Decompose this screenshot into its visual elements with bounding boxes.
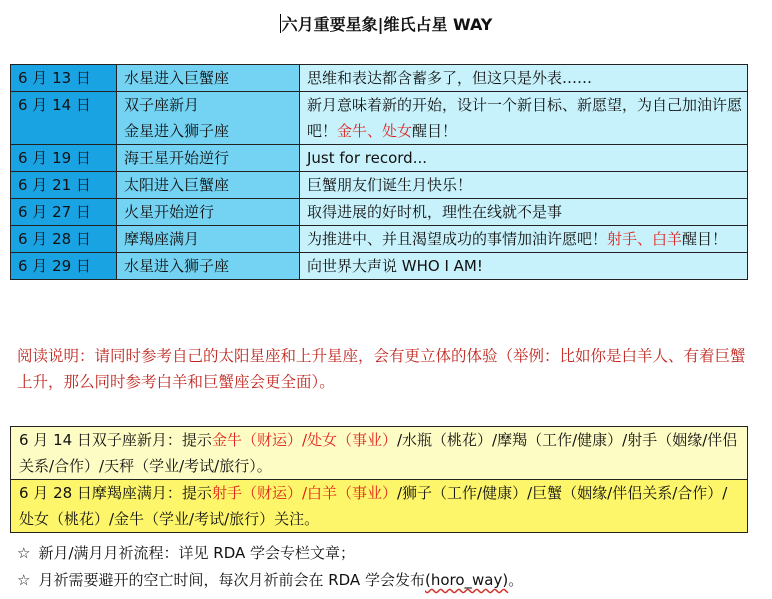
note-text: 取得进展的好时机，理性在线就不是事 bbox=[307, 203, 563, 221]
table-row bbox=[11, 65, 748, 92]
reading-instructions: 阅读说明：请同时参考自己的太阳星座和上升星座，会有更立体的体验（举例：比如你是白羊人、有着巨蟹上升，那么同时参考白羊和巨蟹座会更全面）。 bbox=[17, 347, 746, 391]
note-cell bbox=[300, 145, 748, 172]
note-text: Just for record... bbox=[307, 149, 428, 167]
note-text: 思维和表达都含蓄多了，但这只是外表…… bbox=[307, 69, 593, 87]
event-label: 金星进入狮子座 bbox=[124, 122, 230, 140]
date-cell: 6 月 27 日 bbox=[11, 199, 117, 226]
summary-cell bbox=[11, 480, 748, 533]
star-icon: ☆ bbox=[17, 571, 31, 589]
horo-way-handle: (horo_way) bbox=[424, 571, 509, 589]
note-cell bbox=[300, 172, 748, 199]
table-row bbox=[11, 172, 748, 199]
event-cell bbox=[117, 226, 300, 253]
event-cell bbox=[117, 199, 300, 226]
event-label: 火星开始逆行 bbox=[124, 203, 215, 221]
summary-cell bbox=[11, 427, 748, 480]
event-label: 太阳进入巨蟹座 bbox=[124, 176, 230, 194]
event-cell bbox=[117, 65, 300, 92]
event-label: 水星进入巨蟹座 bbox=[124, 69, 230, 87]
star-icon: ☆ bbox=[17, 544, 31, 562]
note-cell bbox=[300, 226, 748, 253]
date-cell: 6 月 29 日 bbox=[11, 253, 117, 280]
highlight-signs: 金牛、处女 bbox=[337, 122, 413, 140]
note-cell bbox=[300, 253, 748, 280]
date-cell: 6 月 19 日 bbox=[11, 145, 117, 172]
table-row bbox=[11, 226, 748, 253]
event-label: 水星进入狮子座 bbox=[124, 257, 230, 275]
note-line: ☆ 月祈需要避开的空亡时间，每次月祈前会在 RDA 学会发布(horo_way)。 bbox=[17, 571, 524, 589]
summary-row bbox=[11, 480, 748, 533]
summary-row bbox=[11, 427, 748, 480]
highlight-signs: 射手、白羊 bbox=[607, 230, 683, 248]
note-text: 向世界大声说 WHO I AM! bbox=[307, 257, 483, 275]
note-text: 醒目！ bbox=[412, 122, 458, 140]
moon-summary-table bbox=[10, 426, 748, 533]
event-cell bbox=[117, 172, 300, 199]
table-row bbox=[11, 253, 748, 280]
summary-text: 6 月 28 日摩羯座满月：提示 bbox=[19, 484, 212, 502]
table-row bbox=[11, 145, 748, 172]
event-label: 摩羯座满月 bbox=[124, 230, 200, 248]
note-text: 醒目！ bbox=[682, 230, 728, 248]
note-cell bbox=[300, 65, 748, 92]
note-text: 巨蟹朋友们诞生月快乐！ bbox=[307, 176, 473, 194]
page-title: 六月重要星象|维氏占星 WAY bbox=[281, 15, 493, 34]
note-text: 新月意味着新的开始，设计一个新目标、新愿望，为自己加油许愿吧！ bbox=[307, 96, 743, 140]
event-label: 双子座新月 bbox=[124, 96, 200, 114]
note-line: ☆ 新月/满月月祈流程：详见 RDA 学会专栏文章； bbox=[17, 544, 356, 562]
event-cell bbox=[117, 253, 300, 280]
highlight-signs: 金牛（财运）/处女（事业） bbox=[211, 431, 397, 449]
event-label: 海王星开始逆行 bbox=[124, 149, 230, 167]
text-cursor bbox=[280, 14, 281, 33]
date-cell: 6 月 21 日 bbox=[11, 172, 117, 199]
note-text: 为推进中、并且渴望成功的事情加油许愿吧！ bbox=[307, 230, 608, 248]
event-cell bbox=[117, 92, 300, 145]
astro-events-table bbox=[10, 64, 748, 280]
date-cell: 6 月 28 日 bbox=[11, 226, 117, 253]
summary-text: 6 月 14 日双子座新月：提示 bbox=[19, 431, 212, 449]
date-cell: 6 月 13 日 bbox=[11, 65, 117, 92]
notes-section bbox=[17, 540, 757, 594]
summary-text: /水瓶（桃花）/摩羯（工作/健康）/射手（姻缘/伴侣关系/合作）/天秤（学业/考试/旅行）。 bbox=[19, 431, 738, 475]
note-cell bbox=[300, 92, 748, 145]
note-cell bbox=[300, 199, 748, 226]
highlight-signs: 射手（财运）/白羊（事业） bbox=[211, 484, 397, 502]
table-row bbox=[11, 199, 748, 226]
table-row bbox=[11, 92, 748, 145]
date-cell: 6 月 14 日 bbox=[11, 92, 117, 145]
event-cell bbox=[117, 145, 300, 172]
summary-text: /狮子（工作/健康）/巨蟹（姻缘/伴侣关系/合作）/处女（桃花）/金牛（学业/考试/旅行）关注。 bbox=[19, 484, 728, 528]
